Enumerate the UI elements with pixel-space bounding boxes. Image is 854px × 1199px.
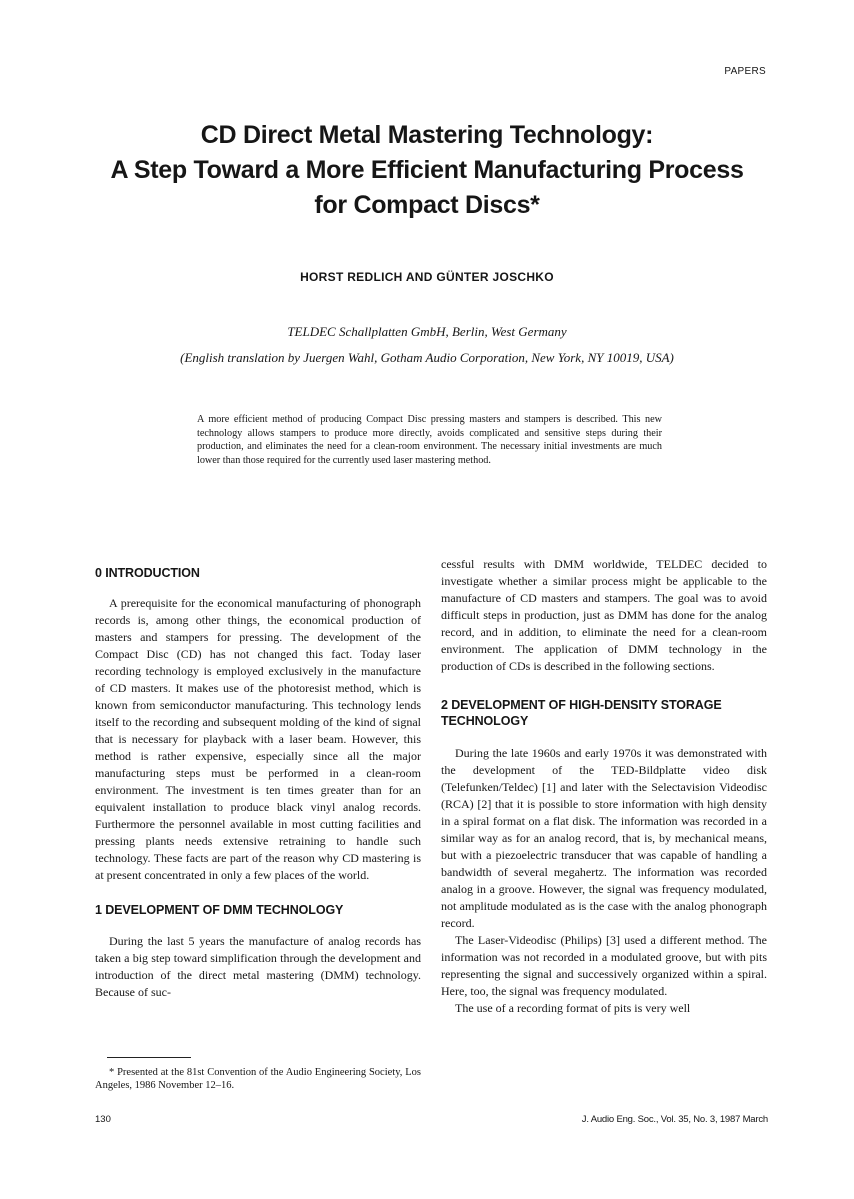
storage-paragraph-3: The use of a recording format of pits is very well [455,1001,691,1015]
dmm-paragraph-continued: cessful results with DMM worldwide, TELDEC decided to investigate whether a similar process might be applicable to the manufacture of CD masters and stampers. The goal was to avoid difficult steps in production, just as DMM has done for the analog record, and in addition, to eliminate the need for a clean-room environment. The application of DMM technology in the production of CDs is described in the following sections. [441,557,767,673]
authors: HORST REDLICH AND GÜNTER JOSCHKO [300,270,554,284]
storage-paragraph-1: During the late 1960s and early 1970s it was demonstrated with the development of the TED-Bildplatte video disk (Telefunken/Teldec) [1] and later with the Selectavision Videodisc (RCA) [2] that it is possible to store information with high density in a spiral format on a flat disk. The information was recorded in a similar way as for an analog record, that is, by mechanical means, but with a piezoelectric transducer that was capable of handling a bandwidth of several megahertz. The information was recorded analog in a groove. However, the signal was frequency modulated, not amplitude modulated as is the case with the analog phonograph record. [441,746,767,930]
footnote-rule [107,1057,191,1058]
section-heading-introduction: 0 INTRODUCTION [95,566,200,580]
section-heading-storage: 2 DEVELOPMENT OF HIGH-DENSITY STORAGE TECHNOLOGY [441,698,722,728]
abstract: A more efficient method of producing Compact Disc pressing masters and stampers is described. This new technology allows stampers to produce more directly, avoids complicated and sensitive steps during their production, and eliminates the need for a clean-room environment. The necessary initial investments are much lower than those required for the currently used laser mastering method. [197,414,662,466]
storage-paragraph-2: The Laser-Videodisc (Philips) [3] used a different method. The information was not recorded in a modulated groove, but with pits representing the signal and successively organized within a spiral. Here, too, the signal was frequency modulated. [441,933,767,998]
left-column [95,565,421,1001]
section-heading-dmm: 1 DEVELOPMENT OF DMM TECHNOLOGY [95,903,344,917]
footnote-text: * Presented at the 81st Convention of the Audio Engineering Society, Los Angeles, 1986 November 12–16. [95,1067,421,1091]
dmm-paragraph-start: During the last 5 years the manufacture of analog records has taken a big step toward simplification through the development and introduction of the direct metal mastering (DMM) technology. Because of suc- [95,934,421,999]
title-line-1: CD Direct Metal Mastering Technology: [200,121,654,149]
page-number: 130 [95,1114,111,1125]
title-line-2: A Step Toward a More Efficient Manufacturing Process [110,156,744,184]
affiliation [60,319,794,371]
right-column [441,556,767,1017]
section-label: PAPERS [724,66,766,77]
title-line-3: for Compact Discs* [314,191,540,219]
footnote [95,1066,421,1092]
journal-citation: J. Audio Eng. Soc., Vol. 35, No. 3, 1987 March [581,1114,768,1125]
intro-paragraph: A prerequisite for the economical manufacturing of phonograph records is, among other things, the economical production of masters and stampers for pressing. The development of the Compact Disc (CD) has not changed this fact. Today laser recording technology is employed exclusively in the manufacture of CD masters. It makes use of the photoresist method, which is known from semiconductor manufacturing. This technology lends itself to the recording and subsequent molding of the kind of signal that is necessary for playback with a laser beam. However, this method is rather expensive, especially since all the major manufacturing steps must be performed in a clean-room environment. The investment is ten times greater than for an equivalent installation to produce black vinyl analog records. Furthermore the personnel available in most cutting facilities and pressing plants needs extensive retraining to handle such technology. These facts are part of the reason why CD mastering is at present concentrated in only a few places of the world. [95,596,421,882]
paper-title [60,118,794,223]
affiliation-line-1: TELDEC Schallplatten GmbH, Berlin, West Germany [287,324,567,339]
translation-note: (English translation by Juergen Wahl, Gotham Audio Corporation, New York, NY 10019, USA) [180,350,674,365]
